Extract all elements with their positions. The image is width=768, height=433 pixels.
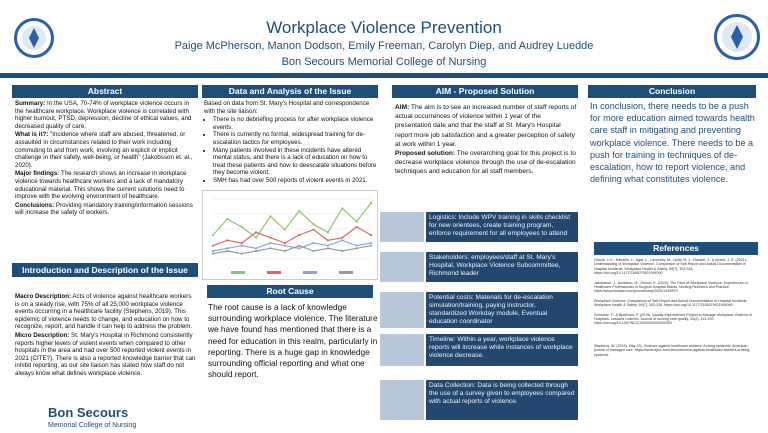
data-point — [212, 234, 214, 236]
data-point — [269, 237, 271, 239]
data-point — [312, 229, 314, 231]
intro-header: Introduction and Description of the Issue — [12, 263, 198, 277]
conclusion-header: Conclusion — [588, 85, 756, 98]
data-bullet: • There is currently no formal, widespread training for de-escalation tactics for employees. — [213, 131, 378, 146]
data-point — [255, 247, 257, 249]
poster-authors: Paige McPherson, Manon Dodson, Emily Freeman, Carolyn Diep, and Audrey Luedde — [174, 40, 594, 52]
reference-item: Jakobsson, J., Axelsson, M., Örmon, K. (2020). The Face of Workplace Violence: Experiences of Healthcare Professionals in Surgical Hospital Wards. Nursing Research and Practice. https://www.hindawi.com/journals/nrp/2020/1435097/ — [594, 280, 748, 294]
data-point — [327, 245, 329, 247]
data-body — [204, 100, 378, 185]
legend-swatch — [339, 271, 353, 274]
data-intro: Based on data from St. Mary's Hospital and correspondence with the site liaison: — [204, 100, 370, 115]
poster-title: Workplace Violence Prevention — [266, 18, 502, 37]
aim-item-logistics: Logistics: Include WPV training in skills checklist for new orientees, create training program, enforce requirement for all employees to attend — [426, 212, 578, 242]
data-point — [370, 242, 372, 244]
data-point — [212, 245, 214, 247]
right-logo-icon — [714, 14, 760, 60]
data-point — [269, 242, 271, 244]
data-point — [341, 250, 343, 252]
data-point — [241, 253, 243, 255]
legend-swatch — [267, 271, 281, 274]
data-point — [226, 218, 228, 220]
legend-swatch — [303, 271, 317, 274]
data-point — [226, 247, 228, 249]
data-point — [327, 239, 329, 241]
data-point — [284, 245, 286, 247]
data-collection-image — [380, 380, 424, 420]
violence-chart — [202, 190, 378, 280]
data-point — [341, 237, 343, 239]
stakeholders-image — [380, 252, 424, 282]
data-bullet: • There is no debriefing process for after workplace violence events. — [213, 116, 378, 131]
data-point — [212, 253, 214, 255]
chart-svg — [203, 191, 377, 279]
data-point — [312, 250, 314, 252]
data-point — [241, 226, 243, 228]
reference-item: Stephens, W. (2019). May 23). Violence against healthcare workers: A rising epidemic. American journal of managed care. https://www.ajmc.com/view/violence-against-healthcare-workers-a-rising-epidemic — [594, 343, 751, 357]
data-point — [298, 245, 300, 247]
data-point — [298, 247, 300, 249]
references-list — [594, 258, 758, 357]
data-point — [327, 247, 329, 249]
data-bullets — [204, 116, 378, 184]
aim-item-costs: Potential costs: Materials for de-escalation simulation/training, paying instructor, standardized Workday module, Eventual education coordinator — [426, 292, 578, 328]
footer-brand: Bon Secours — [48, 405, 129, 420]
data-point — [226, 239, 228, 241]
data-point — [212, 250, 214, 252]
data-point — [241, 242, 243, 244]
series-line-2 — [213, 227, 371, 246]
data-point — [284, 250, 286, 252]
data-point — [269, 215, 271, 217]
root-text: The root cause is a lack of knowledge surrounding workplace violence. The literature we have found has mentioned that there is a need for education in this realm, particularly in reporting. There is a huge gap in knowledge surrounding official reporting and what one should report. — [208, 302, 378, 380]
poster-institution: Bon Secours Memorial College of Nursing — [281, 56, 487, 68]
reference-item: Workplace Violence: Comparison of Self-Report and Actual Documentation of Hospital Incidents. Workplace Health & Safety, 69(7), 303-316. https://doi.org/10.1177/2165079921994090 — [594, 298, 748, 308]
series-line-1 — [213, 203, 371, 238]
left-logo-icon — [14, 18, 54, 58]
conclusion-text: In conclusion, there needs to be a push for more education aimed towards health care staff in mitigating and preventing workplace violence. There needs to be a push for training in techniques of de-escalation, how to report violence, and defining what constitutes violence. — [590, 101, 755, 185]
data-header: Data and Analysis of the Issue — [202, 85, 378, 98]
data-point — [341, 239, 343, 241]
aim-body: AIM: The aim is to see an increased number of staff reports of actual occurrences of violence within 1 year of the presentation date and that the staff at St. Mary's Hospital report more job satisfaction and a greater perception of safety at work within 1 year. Proposed solution: The overarching goal for this project is to decrease workplace violence through the use of de-escalation techniques and education for all staff members. — [395, 104, 577, 176]
intro-body: Macro Description: Acts of violence against healthcare workers is on a steady rise, with 75% of all 25,000 workplace violence events occurring in a healthcare facility (Stephens, 2019). This epidemic of violence needs to change, and education on how to recognize, report, and handle it can help to address the problem. Micro Description: St. Mary's Hospital in Richmond consistently reports higher levels of violent events when compared to other hospitals in the area and had over 500 reported violent events in 2021 (CITE?). There is also a reported knowledge barrier that can inhibit reporting, as our site liaison has stated how staff do not always know what defines workplace violence. — [15, 293, 196, 377]
root-header: Root Cause — [207, 285, 373, 298]
reference-item: Garcia, J. K., Hamblin, L., Agar, L., Lavrinsky, M., Upfal, M. J., Russell, J., & Arnetz, J. E. (2021). Understanding of Workplace Violence: Comparison of Self-Report and Actual Documentation of Hospital Incidents. Workplace Health & Safety, 69(7), 303-316. https://doi.org/10.1177/2165079921994090 — [594, 258, 747, 276]
data-bullet: • SMH has had over 500 reports of violent events in 2021. — [213, 177, 378, 185]
data-point — [269, 247, 271, 249]
data-point — [327, 231, 329, 233]
abstract-body: Summary: In the USA, 70-74% of workplace violence occurs in the healthcare workplace. Workplace violence is correlated with higher burnout, PTSD, depression, decline of ethical values, and decreased quality of care. What is it?: "Incidence where staff are abused, threatened, or assaulted in circumstances related to their work including commuting to and from work, involving an explicit or implicit challenge in their safety, well-being, or health" (Jakobsson et. al., 2020). Major findings: The research shows an increase in workplace violence towards healthcare workers and a lack of mandatory educational material. This shows the current solutions need to improve with the evolving environment of healthcare. Conclusions: Providing mandatory training/information sessions will increase the safety of workers. — [15, 100, 193, 217]
legend-swatch — [231, 271, 245, 274]
abstract-header: Abstract — [12, 85, 198, 98]
data-point — [284, 242, 286, 244]
references-header: References — [594, 242, 758, 255]
timeline-image — [380, 334, 424, 366]
logistics-image — [380, 212, 424, 242]
data-point — [255, 237, 257, 239]
costs-image — [380, 292, 424, 328]
data-point — [298, 234, 300, 236]
aim-item-timeline: Timeline: Within a year, workplace violence reports will increase while instances of workplace violence decrease. — [426, 334, 578, 366]
data-point — [370, 245, 372, 247]
data-point — [312, 242, 314, 244]
aim-item-stakeholders: Stakeholders: employees/staff at St. Mary's Hospital, Workplace Violence Subcommittee, Richmond leader — [426, 252, 578, 282]
data-bullet: • Many patients involved in these incidents have altered mental status, and there is a lack of education on how to treat these patients and how to deescalate situations before they become violent. — [213, 147, 378, 177]
reference-item: Schwartz, F., & Bjorklund, P. (2019). Quality Improvement Project to Manage Workplace Violence in Hospitals: Lessons Learned. Journal of nursing care quality, 34(2), 114-120. https://doi.org/10.1097/NCQ.0000000000000350 — [594, 312, 752, 326]
footer — [12, 404, 198, 433]
data-point — [356, 226, 358, 228]
aim-item-data-collection: Data Collection: Data is being collected through the use of a survey given to employees compared with actual reports of violence. — [426, 380, 578, 420]
aim-header: AIM - Proposed Solution — [392, 85, 578, 98]
data-point — [226, 250, 228, 252]
data-point — [255, 250, 257, 252]
data-point — [370, 202, 372, 204]
data-point — [284, 229, 286, 231]
footer-college: Memorial College of Nursing — [48, 422, 137, 429]
data-point — [356, 245, 358, 247]
data-point — [370, 234, 372, 236]
data-point — [341, 207, 343, 209]
data-point — [255, 231, 257, 233]
data-point — [298, 210, 300, 212]
data-point — [241, 245, 243, 247]
title-band — [0, 73, 768, 78]
data-point — [356, 221, 358, 223]
data-point — [356, 247, 358, 249]
data-point — [312, 223, 314, 225]
